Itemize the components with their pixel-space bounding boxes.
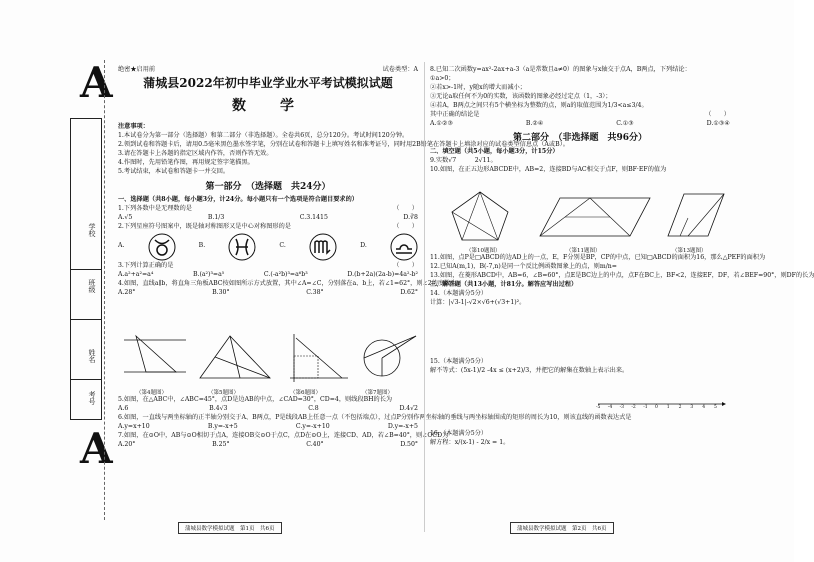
figure-caption-13: （第13题图） xyxy=(672,248,707,254)
figure-caption-4: （第4题图） xyxy=(136,390,167,396)
strip-name: 姓名 xyxy=(88,349,96,363)
question-11: 11.如图，点P是□ABCD的边AD上的一点，E，F分别是BP，CP的中点，已知□ABCD的面积为16，那么△PEF的面积为 xyxy=(430,254,766,261)
number-line-tick: -4 xyxy=(607,405,613,410)
question-16: 解方程：x/(x-1) - 2/x = 1。 xyxy=(430,438,510,446)
number-line xyxy=(596,401,726,411)
paper-type-letter-top: A xyxy=(80,58,113,107)
question-1-options: A.√5 B.1/3 C.3.1415 D.∛8 xyxy=(118,213,418,221)
number-line-tick: 3 xyxy=(690,405,694,410)
taurus-symbol-icon xyxy=(148,233,176,261)
question-3: 3.下列计算正确的是 （ ） xyxy=(118,261,418,269)
question-2: 2.下列星座符号图案中，既是轴对称图形又是中心对称图形的是 （ ） xyxy=(118,222,418,230)
question-1: 1.下列各数中是无理数的是 （ ） xyxy=(118,204,418,212)
number-line-tick: -2 xyxy=(631,405,636,410)
number-line-tick: 1 xyxy=(666,405,670,410)
number-line-tick: -3 xyxy=(619,405,624,410)
question-3-options: A.a²+a²=a⁴ B.(a²)³=a⁵ C.(-a²b)³=a⁶b³ D.(b+2a)(2a-b)=4a²-b² xyxy=(118,270,418,278)
part1-heading: 第一部分 （选择题 共24分） xyxy=(205,181,331,192)
question-4-options: A.28° B.30° C.38° D.62° xyxy=(118,288,418,296)
number-line-tick: 5 xyxy=(714,405,717,410)
figure-caption-11: （第11题图） xyxy=(566,248,601,254)
note-item: 1.本试卷分为第一部分（选择题）和第二部分（非选择题）。全卷共6页，总分120分。考试时间120分钟。 xyxy=(118,131,409,139)
footer-left: 蒲城县数学模拟试题 第1页 共6页 xyxy=(178,522,282,534)
pisces-symbol-icon xyxy=(228,233,256,261)
part2-heading: 第二部分 （非选择题 共96分） xyxy=(512,132,648,143)
question-14-head: 14.（本题满分5分） xyxy=(430,289,488,297)
libra-symbol-icon xyxy=(390,233,418,261)
note-item: 2.领到试卷和答题卡后，请用0.5毫米黑色墨水签字笔，分别在试卷和答题卡上填写姓名和准考证号，同时用2B铅笔在答题卡上填涂对应的试卷类型信息点（A或B）。 xyxy=(118,140,569,148)
figure-caption-7: （第7题图） xyxy=(362,390,393,396)
number-line-tick: 4 xyxy=(702,405,706,410)
question-7-options: A.20° B.25° C.40° D.50° xyxy=(118,440,418,448)
secret-label: 绝密★启用前 xyxy=(118,66,156,73)
page-divider xyxy=(424,62,425,532)
fill-heading: 二、填空题（共5小题，每小题3分，计15分） xyxy=(430,147,559,155)
strip-school: 学校 xyxy=(88,223,96,237)
note-item: 5.考试结束，本试卷和答题卡一并交回。 xyxy=(118,167,230,175)
subject-title: 数 学 xyxy=(232,98,304,115)
part1-instruction: 一、选择题（共8小题，每小题3分，计24分。每小题只有一个选项是符合题目要求的） xyxy=(118,195,358,203)
question-6-options: A.y=x+10 B.y=-x+5 C.y=-x+10 D.y=-x+5 xyxy=(118,422,418,430)
question-12: 12.已知A(m,1)，B(-7,n)是同一个反比例函数图象上的点，则m/n= xyxy=(430,262,617,270)
question-5-options: A.6 B.4√3 C.8 D.4√2 xyxy=(118,404,418,412)
question-9: 9.实数√7 2√11。 xyxy=(430,156,497,164)
side-info-strip xyxy=(70,118,102,420)
binding-line xyxy=(104,60,105,520)
right-page-lower xyxy=(430,254,814,308)
question-13: 13.如图，在菱形ABCD中，AB=6，∠B=60°，点E是BC边上的中点，点F在BC上，BF<2，连接EF，DF，若∠BEF=90°，则DF的长为 xyxy=(430,271,814,279)
question-14: 计算：|√3-1|-√2×√6+(√3+1)²。 xyxy=(430,298,526,306)
solve-heading: 三、解答题（共13小题，计81分。解答应写出过程） xyxy=(430,280,578,288)
number-line-tick: -5 xyxy=(596,405,601,410)
scorpio-symbol-icon xyxy=(309,233,337,261)
question-16-block: 16.（本题满分5分） 解方程：x/(x-1) - 2/x = 1。 xyxy=(430,430,730,448)
figure-caption-5: （第5题图） xyxy=(208,390,239,396)
question-10-13-figures xyxy=(440,188,730,246)
question-6: 6.如图，一直线与两坐标轴的正半轴分别交于A、B两点，P是线段AB上任意一点（不包括端点），过点P分别作两坐标轴的垂线与两坐标轴围成的矩形的周长为10，则该直线的函数表达式是 xyxy=(118,413,632,421)
paper-type-label: 试卷类型：A xyxy=(382,66,418,73)
note-item: 4.作图时，先用铅笔作图，再用规定签字笔描黑。 xyxy=(118,158,254,166)
number-line-axis xyxy=(596,401,726,411)
question-15: 解不等式：(5x-1)/2 -4x ≤ (x+2)/3，并把它的解集在数轴上表示出来。 xyxy=(430,366,629,374)
question-4-7-figures xyxy=(120,330,420,388)
paper-type-letter-bottom: A xyxy=(80,424,113,473)
question-5: 5.如图，在△ABC中，∠ABC=45°，点D是边AB的中点，∠CAD=30°，CD=4，则线段BH的长为 xyxy=(118,396,393,403)
number-line-tick: 2 xyxy=(678,405,682,410)
number-line-tick: -1 xyxy=(643,405,648,410)
note-item: 3.请在答题卡上各题的指定区域内作答，否则作答无效。 xyxy=(118,149,273,157)
footer-right: 蒲城县数学模拟试题 第2页 共6页 xyxy=(510,522,614,534)
question-8: 8.已知二次函数y=ax²-2ax+a-3（a是常数且a≠0）的图象与x轴交于点A，B两点，下列结论： xyxy=(430,66,691,73)
question-8-options: A.①②③ B.②④ C.①③ D.①③④ xyxy=(430,119,730,127)
strip-class: 班级 xyxy=(88,279,96,293)
question-4: 4.如图，直线a∥b，将直角三角板ABC按如图所示方式放置，其中∠A=∠C，分别落在a、b上，若∠1=62°，则∠2的度数为 xyxy=(118,279,457,287)
question-15-block: 15.（本题满分5分） 解不等式：(5x-1)/2 -4x ≤ (x+2)/3，并把它的解集在数轴上表示出来。 xyxy=(430,358,730,376)
figure-caption-6: （第6题图） xyxy=(290,390,321,396)
figure-caption-10: （第10题图） xyxy=(466,248,501,254)
exam-title: 蒲城县2022年初中毕业学业水平考试模拟试题 xyxy=(143,75,393,90)
strip-exam-number: 考号 xyxy=(88,391,96,405)
number-line-tick: 0 xyxy=(655,405,658,410)
right-page: 8.已知二次函数y=ax²-2ax+a-3（a是常数且a≠0）的图象与x轴交于点A，B两点，下列结论： ①a>0； ②若x>-1时，y随x的增大而减小； ③无论a取任何不为0的实数，该函数的图象必经过定点（1，-3）； ④若A，B两点之间只有5个横坐标为整数的点，则a的取值范围为1/3<a≤3/4。 其中正确的结论是 （ ） A.①②③ B.②④ C.①③ D.①③④ 第二部分 （非选择题 共96分） 二、填空题（共5小题，每小题3分，计15分） 9.实数√7 2√11。 10.如图，在正五边形ABCDE中，AB=2，连接BD与AC相交于点F，则BF·EF的值为 xyxy=(430,66,730,173)
question-7: 7.如图，在⊙O中，AB与⊙O相切于点A，连接OB交⊙O于点C，点D在⊙O上，连接CD、AD，若∠B=40°，则∠OCD为 xyxy=(118,431,449,439)
question-10: 10.如图，在正五边形ABCDE中，AB=2，连接BD与AC相交于点F，则BF·EF的值为 xyxy=(430,165,667,173)
notes-heading: 注意事项： xyxy=(118,122,149,130)
question-2-symbols: A. B. C. D. xyxy=(118,232,418,262)
